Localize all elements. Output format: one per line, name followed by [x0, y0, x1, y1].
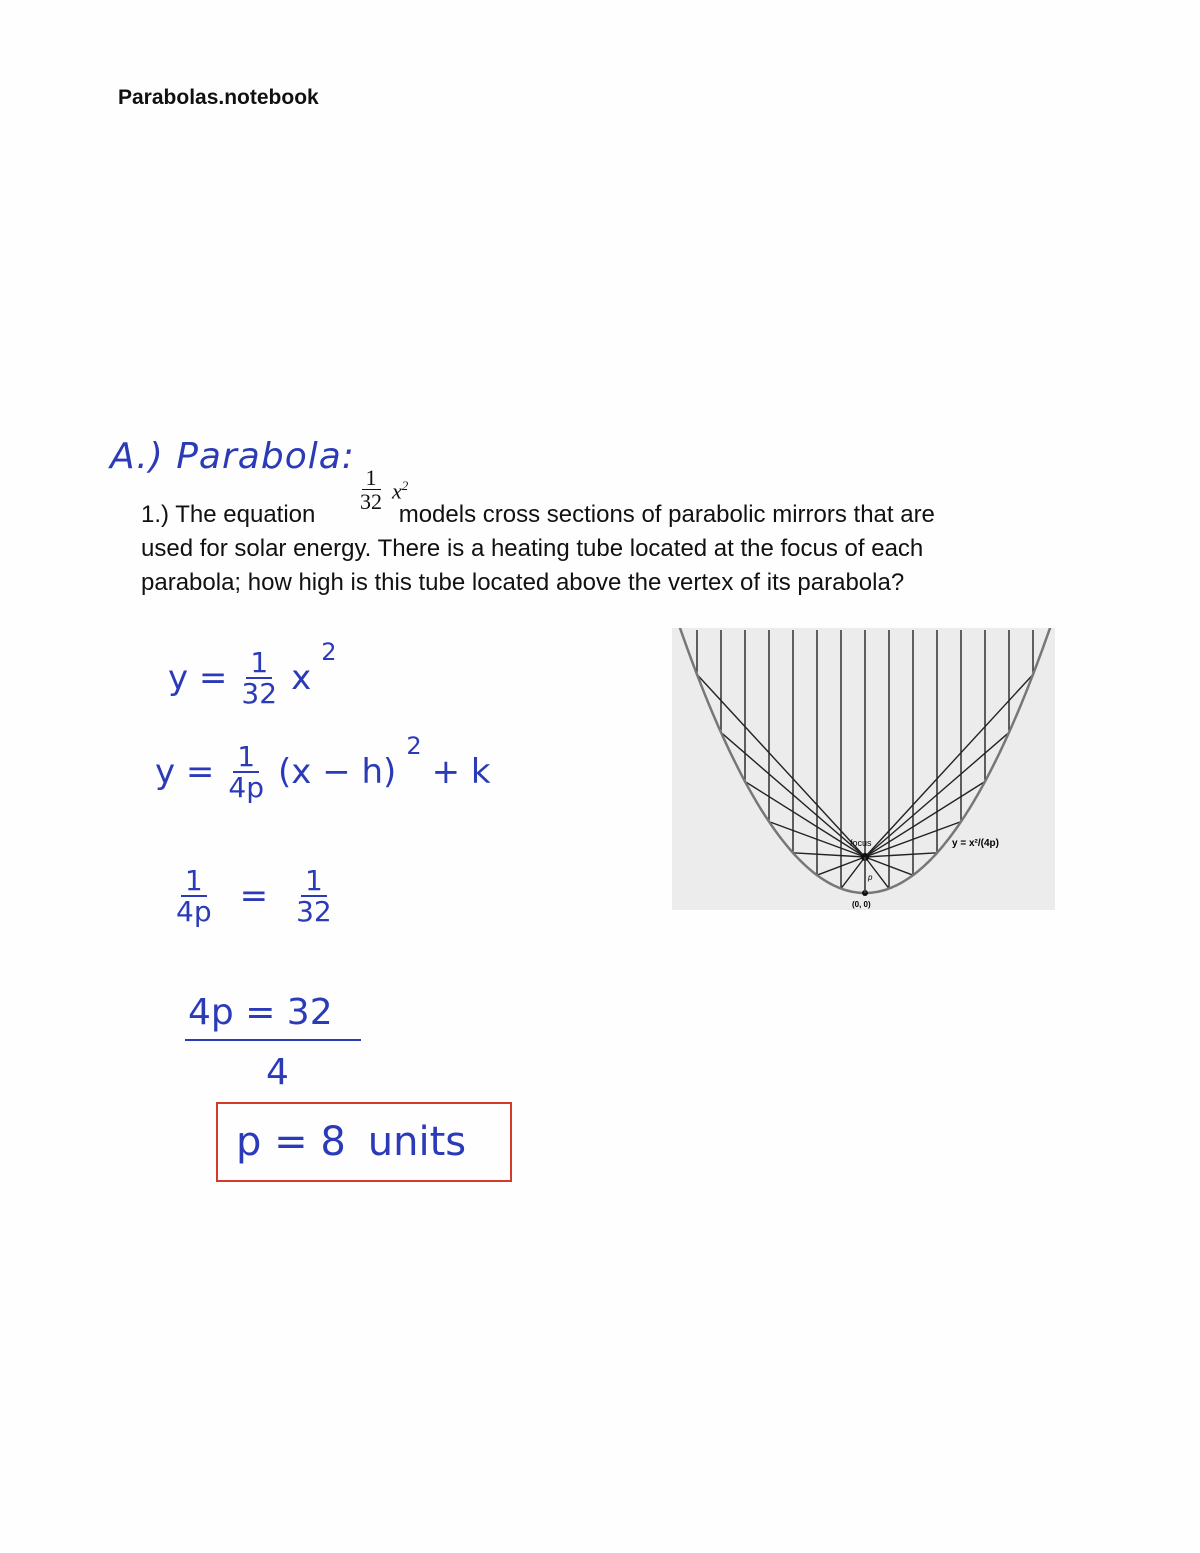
question-line-2: used for solar energy. There is a heating tube located at the focus of each: [141, 535, 924, 562]
answer-box: [216, 1102, 512, 1182]
equation-denominator: 32: [360, 489, 382, 515]
step2-fraction: [224, 742, 268, 803]
question-number: 1.): [141, 501, 170, 528]
vertex-label: (0, 0): [852, 900, 871, 909]
focus-label: focus: [850, 838, 872, 848]
p-label: p: [868, 873, 873, 882]
answer-value: p = 8: [236, 1119, 346, 1165]
step1-num: 1: [246, 648, 272, 679]
work-step-4: 4p = 32: [188, 992, 333, 1033]
curve-equation-label: y = x²/(4p): [952, 838, 999, 849]
question-line-3: parabola; how high is this tube located above the vertex of its parabola?: [141, 569, 905, 596]
reflected-ray: [697, 674, 865, 857]
step1-var: x: [291, 658, 312, 699]
equation-numerator: 1: [362, 466, 381, 490]
step1-exp: 2: [321, 638, 337, 667]
step1-den: 32: [241, 677, 278, 711]
step2-den: 4p: [228, 771, 265, 805]
step3-num1: 1: [181, 866, 207, 897]
step3-den1: 4p: [176, 895, 212, 929]
document-title: Parabolas.notebook: [118, 86, 319, 109]
question-text-after: models cross sections of parabolic mirrors that are: [398, 501, 935, 528]
work-step-2: [155, 732, 491, 805]
work-step-3: [172, 866, 336, 927]
step1-fraction: [237, 648, 281, 709]
step3-den2: 32: [296, 895, 332, 929]
step3-fraction-right: [292, 866, 336, 927]
step2-num: 1: [233, 742, 259, 773]
step3-num2: 1: [301, 866, 327, 897]
diagram-svg: [672, 628, 1055, 910]
division-line: [185, 1039, 361, 1041]
work-step-1: [168, 638, 337, 711]
equation-exponent: 2: [401, 478, 409, 493]
work-step-4-divisor: 4: [266, 1052, 289, 1093]
step2-tail: + k: [431, 752, 491, 793]
step3-fraction-left: [172, 866, 216, 927]
question-text-before: The equation: [175, 501, 316, 528]
step2-lhs: y =: [155, 752, 215, 793]
step2-exp: 2: [406, 732, 422, 761]
question-line-1: [141, 498, 935, 532]
equation-x: x: [392, 478, 402, 504]
step2-binomial: (x − h): [278, 752, 397, 793]
step3-equals: =: [239, 876, 269, 917]
step1-lhs: y =: [168, 658, 228, 699]
parabola-reflection-diagram: [672, 628, 1055, 910]
answer-unit: units: [367, 1119, 467, 1165]
reflected-ray: [865, 674, 1033, 857]
section-heading: A.) Parabola:: [110, 436, 355, 477]
